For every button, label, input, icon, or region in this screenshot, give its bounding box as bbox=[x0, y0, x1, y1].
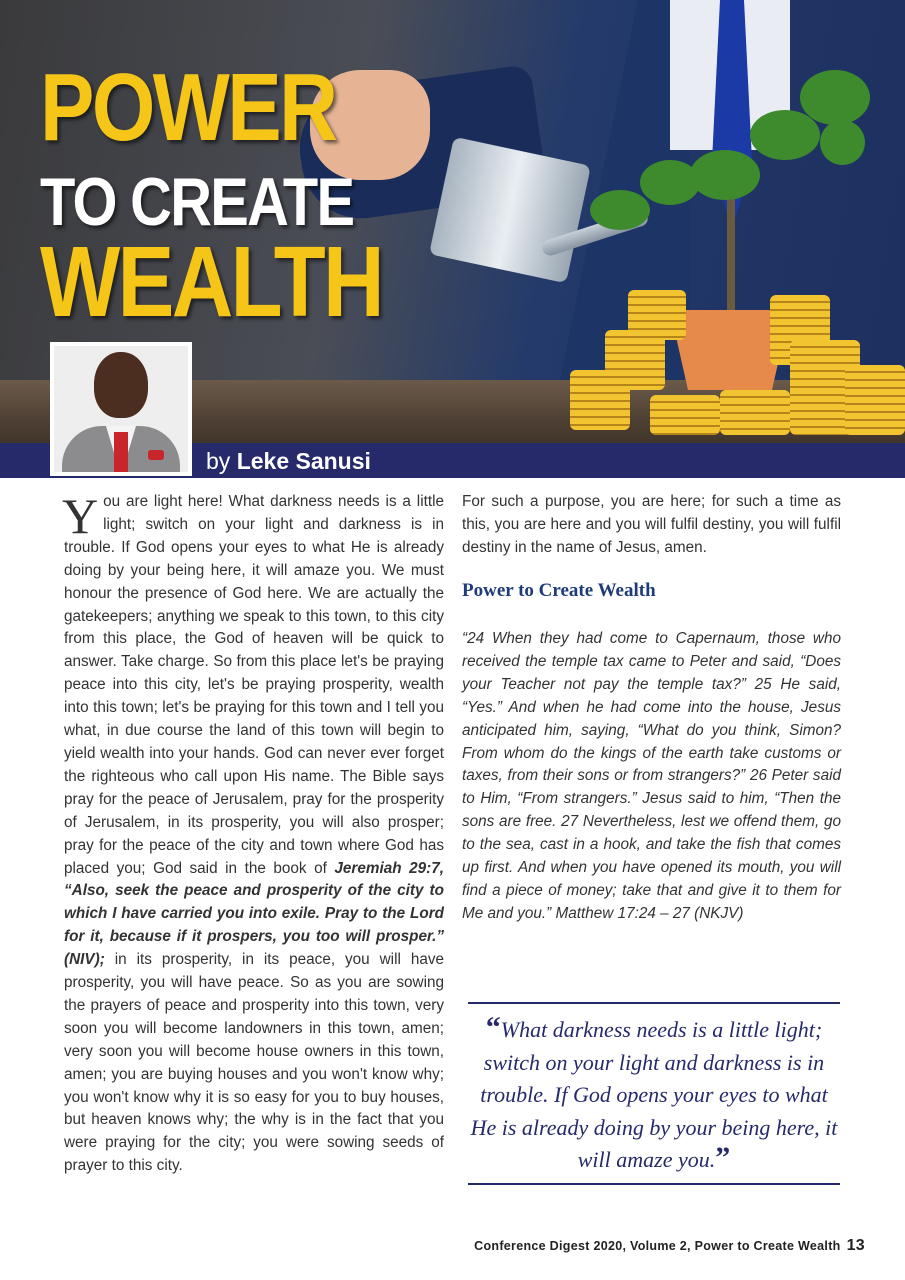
open-quote-mark: “ bbox=[485, 1011, 501, 1044]
watering-can bbox=[429, 137, 591, 283]
close-quote-mark: ” bbox=[715, 1141, 731, 1174]
leaf-cluster bbox=[820, 120, 865, 165]
bible-quote-jeremiah: Jeremiah 29:7, “Also, seek the peace and prosperity of the city to which I have carried you into exile. Pray to the Lord for it, because if it prospers, you too will prosper.” (NIV); bbox=[64, 859, 444, 969]
footer-publication: Conference Digest 2020, Volume 2, Power to Create Wealth bbox=[474, 1239, 841, 1253]
pull-quote-text: What darkness needs is a little light; switch on your light and darkness is in trouble. If God opens your eyes to what He is already doing by your being here, it will amaze you. bbox=[470, 1017, 838, 1172]
leaf-cluster bbox=[750, 110, 820, 160]
body-paragraph: ou are light here! What darkness needs is a little light; switch on your light and darkness is in trouble. If God opens your eyes to what He is already doing by your being here, it will amaze you. We must honour the presence of God here. We are actually the gatekeepers; anything we speak to this town, to this city from this place, the God of heaven will be quick to answer. Take charge. So from this place let's be praying peace into this city, let's be praying prosperity, wealth into this town; let's be praying for this town and I tell you what, in due course the land of this town will begin to yield wealth into your hands. God can never ever forget the righteous who call upon His name. The Bible says pray for the peace of Jerusalem, pray for the prosperity of Jerusalem, in its prosperity, you will also prosper; pray for the peace of the city and town where God has placed you; God said in the book of bbox=[64, 493, 444, 877]
byline bbox=[206, 448, 371, 475]
scripture-passage: “24 When they had come to Capernaum, those who received the temple tax came to Peter and said, “Does your Teacher not pay the temple tax?” 25 He said, “Yes.” And when he had come into the house, Jesus anticipated him, saying, “What do you think, Simon? From whom do the kings of the earth take customs or taxes, from their sons or from strangers?” 26 Peter said to Him, “From strangers.” Jesus said to him, “Then the sons are free. 27 Nevertheless, lest we offend them, go to the sea, cast in a hook, and take the fish that comes up first. And when you have opened its mouth, you will find a piece of money; take that and give it to them for Me and you.” Matthew 17:24 – 27 (NKJV) bbox=[462, 630, 841, 922]
page-footer bbox=[474, 1237, 865, 1255]
plant-stem bbox=[727, 190, 735, 315]
pull-quote-bottom-rule bbox=[468, 1183, 840, 1185]
leaf-cluster bbox=[800, 70, 870, 125]
author-photo bbox=[50, 342, 192, 476]
coin-stack bbox=[845, 365, 905, 435]
pull-quote-top-rule bbox=[468, 1002, 840, 1004]
title-line-wealth: WEALTH bbox=[40, 226, 382, 338]
title-line-power: POWER bbox=[40, 54, 336, 161]
title-line-to-create: TO CREATE bbox=[40, 164, 354, 240]
author-name: Leke Sanusi bbox=[236, 448, 371, 474]
drop-cap: Y bbox=[62, 488, 99, 544]
pull-quote bbox=[466, 1011, 842, 1177]
body-paragraph-continued: in its prosperity, in its peace, you will have prosperity, you will have peace. So as you are sowing the prayers of peace and prosperity into this town, very soon you will become landowners in this town, amen; very soon you will become house owners in this town, amen; you are buying houses and you won't know why; you won't know why it is so easy for you to buy houses, but heaven knows why; the why is in the fact that you were praying for the city; you were sowing seeds of prayer to this city. bbox=[64, 951, 444, 1175]
coin-stack bbox=[720, 390, 790, 435]
section-heading: Power to Create Wealth bbox=[462, 580, 656, 601]
left-column-text bbox=[62, 488, 444, 1178]
leaf-cluster bbox=[690, 150, 760, 200]
byline-prefix: by bbox=[206, 448, 231, 474]
right-column-intro: For such a purpose, you are here; for such a time as this, you are here and you will fulfil destiny, you will fulfil destiny in the name of Jesus, amen. bbox=[462, 493, 841, 556]
hero-image bbox=[0, 0, 905, 478]
coin-stack bbox=[650, 395, 720, 435]
coin-stack bbox=[628, 290, 686, 340]
page-number: 13 bbox=[846, 1237, 865, 1254]
leaf-cluster bbox=[590, 190, 650, 230]
